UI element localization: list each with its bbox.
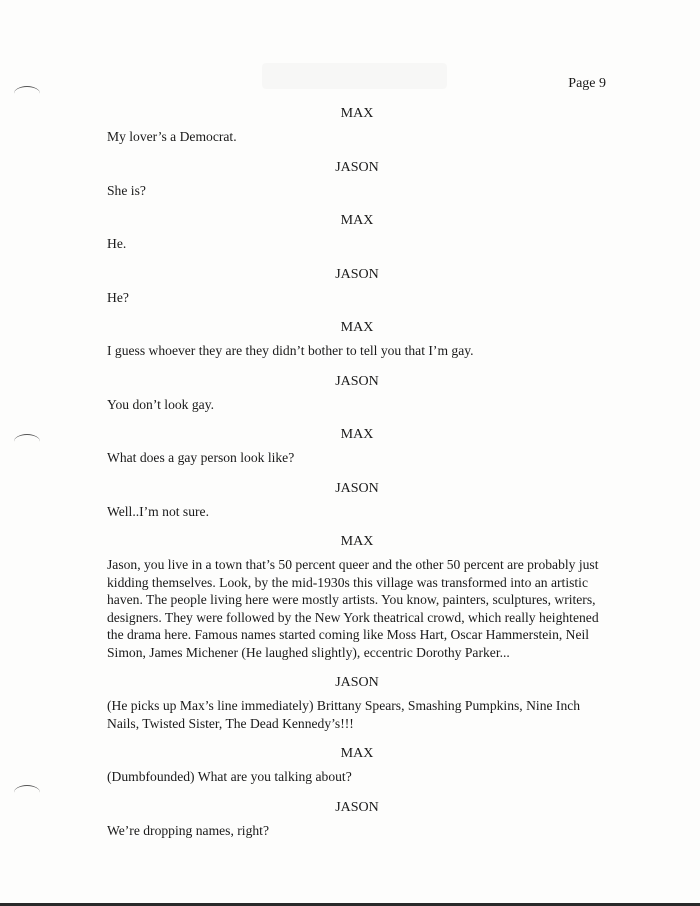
speaker-name: MAX	[340, 427, 374, 442]
dialogue-line: My lover’s a Democrat.	[107, 129, 237, 144]
speaker-name: MAX	[340, 746, 374, 761]
dialogue-line: You don’t look gay.	[107, 396, 215, 412]
speaker-name: MAX	[340, 213, 374, 228]
dialogue-block	[107, 266, 607, 307]
dialogue-block	[107, 426, 607, 467]
speaker-name: JASON	[335, 266, 379, 282]
dialogue-block	[107, 105, 607, 146]
speaker-name: MAX	[340, 106, 374, 121]
dialogue-block	[107, 159, 607, 200]
dialogue-line: He.	[107, 236, 127, 251]
speaker-name: JASON	[335, 480, 379, 496]
dialogue-line: She is?	[107, 182, 146, 198]
dialogue-line: We’re dropping names, right?	[107, 822, 269, 838]
speaker-name: JASON	[335, 159, 379, 175]
dialogue-line: (Dumbfounded) What are you talking about?	[107, 769, 352, 784]
dialogue-line: Well..I’m not sure.	[107, 503, 209, 519]
dialogue-line: He?	[107, 289, 129, 305]
dialogue-line: I guess whoever they are they didn’t bother to tell you that I’m gay.	[107, 343, 474, 358]
faded-bleedthrough	[262, 63, 447, 89]
dialogue-list	[107, 105, 607, 852]
dialogue-block	[107, 212, 607, 253]
dialogue-block	[107, 373, 607, 414]
speaker-name: JASON	[335, 373, 379, 389]
dialogue-block	[107, 480, 607, 521]
dialogue-block	[107, 799, 607, 840]
binder-hole-mark	[14, 785, 40, 800]
dialogue-line: (He picks up Max’s line immediately) Brittany Spears, Smashing Pumpkins, Nine Inch Nails, Twisted Sister, The Dead Kennedy’s!!!	[107, 698, 581, 731]
binder-hole-mark	[14, 434, 40, 449]
speaker-name: JASON	[335, 675, 379, 690]
dialogue-block	[107, 745, 607, 786]
dialogue-line: Jason, you live in a town that’s 50 percent queer and the other 50 percent are probably just kidding themselves. Look, by the mid-1930s this village was transformed into an artistic haven. The people living here were mostly artists. You know, painters, sculptures, writers, designers. They were followed by the New York theatrical crowd, which really heightened the drama here. Famous names started coming like Moss Hart, Oscar Hammerstein, Neil Simon, James Michener (He laughed slightly), eccentric Dorothy Parker...	[107, 557, 599, 660]
speaker-name: JASON	[335, 799, 379, 815]
page-number: Page 9	[568, 76, 606, 91]
speaker-name: MAX	[340, 534, 374, 549]
dialogue-block	[107, 319, 607, 360]
dialogue-line: What does a gay person look like?	[107, 450, 295, 465]
binder-hole-mark	[14, 86, 40, 101]
dialogue-block	[107, 674, 607, 732]
dialogue-block	[107, 533, 607, 661]
speaker-name: MAX	[340, 320, 374, 335]
